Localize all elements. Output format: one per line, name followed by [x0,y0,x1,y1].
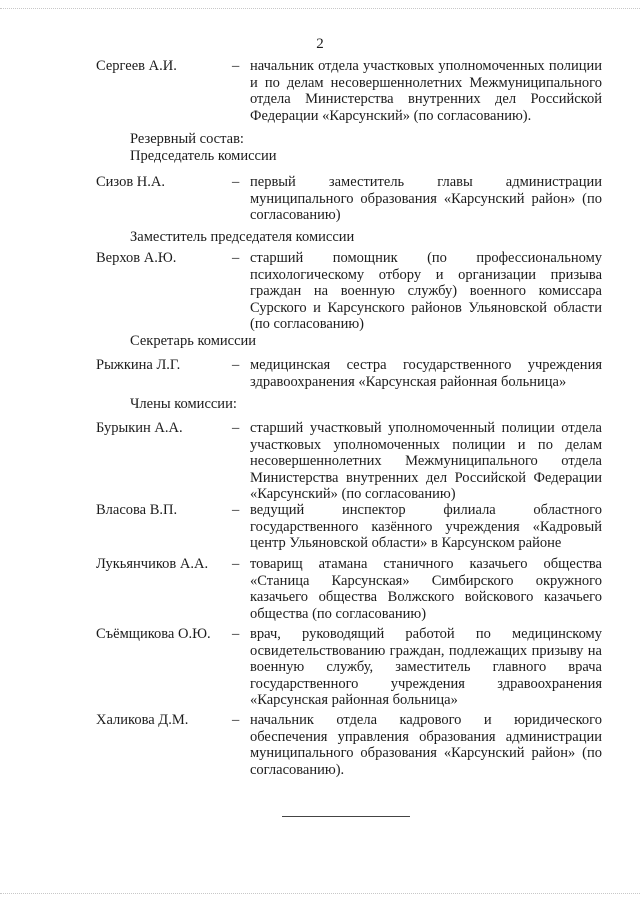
heading-chairman: Председатель комиссии [130,148,277,164]
entry-dash: – [232,357,240,373]
entry-role: начальник отдела участковых уполномоченных полиции и по делам несовершеннолетних Межмуниципального отдела Министерства внутренних дел Российской Федерации «Карсунский» (по согласованию). [250,58,602,124]
entry-dash: – [232,556,240,572]
entry-dash: – [232,420,240,436]
entry-dash: – [232,712,240,728]
entry-role: товарищ атамана станичного казачьего общества «Станица Карсунская» Симбирского окружного казачьего общества Волжского войскового казачьего общества (по согласованию) [250,556,602,622]
entry-role: врач, руководящий работой по медицинскому освидетельствованию граждан, подлежащих призыву на военную службу, заместитель главного врача государственного учреждения здравоохранения «Карсунская районная больница» [250,626,602,708]
entry-dash: – [232,58,240,74]
closing-rule [282,816,410,817]
entry-sergeev [96,58,602,124]
entry-dash: – [232,502,240,518]
scan-edge-top [0,8,640,9]
entry-dash: – [232,250,240,266]
entry-syomshchikova [96,626,602,709]
entry-ryzhkina [96,357,602,390]
entry-lukyanchikov [96,556,602,622]
entry-role: начальник отдела кадрового и юридического обеспечения управления образования администрации муниципального образования «Карсунский район» (по согласованию). [250,712,602,778]
entry-vlasova [96,502,602,552]
entry-verkhov [96,250,602,333]
entry-role: первый заместитель главы администрации муниципального образования «Карсунский район» (по согласованию) [250,174,602,223]
heading-members: Члены комиссии: [130,396,237,412]
entry-burykin [96,420,602,503]
entry-name: Власова В.П. [96,502,178,518]
entry-dash: – [232,174,240,190]
entry-role: старший участковый уполномоченный полиции отдела участковых уполномоченных полиции и по делам несовершеннолетних Межмуниципального отдела Министерства внутренних дел Российской Федерации «Карсунский» (по согласованию) [250,420,602,502]
entry-name: Халикова Д.М. [96,712,189,728]
entry-name: Бурыкин А.А. [96,420,183,436]
entry-name: Съёмщикова О.Ю. [96,626,211,642]
entry-dash: – [232,626,240,642]
entry-name: Сергеев А.И. [96,58,177,74]
entry-sizov [96,174,602,224]
page-number: 2 [316,36,324,52]
entry-role: ведущий инспектор филиала областного государственного казённого учреждения «Кадровый центр Ульяновской области» в Карсунском районе [250,502,602,551]
heading-secretary: Секретарь комиссии [130,333,257,349]
entry-name: Верхов А.Ю. [96,250,177,266]
heading-reserve: Резервный состав: [130,131,244,147]
entry-role: медицинская сестра государственного учреждения здравоохранения «Карсунская районная больница» [250,357,602,390]
heading-deputy: Заместитель председателя комиссии [130,229,355,245]
entry-name: Рыжкина Л.Г. [96,357,181,373]
entry-name: Сизов Н.А. [96,174,165,190]
entry-name: Лукьянчиков А.А. [96,556,209,572]
entry-khalikova [96,712,602,778]
entry-role: старший помощник (по профессиональному психологическому отбору и организации призыва граждан на военную службу) военного комиссара Сурского и Карсунского районов Ульяновской области (по согласованию) [250,250,602,332]
scan-edge-bottom [0,893,640,894]
